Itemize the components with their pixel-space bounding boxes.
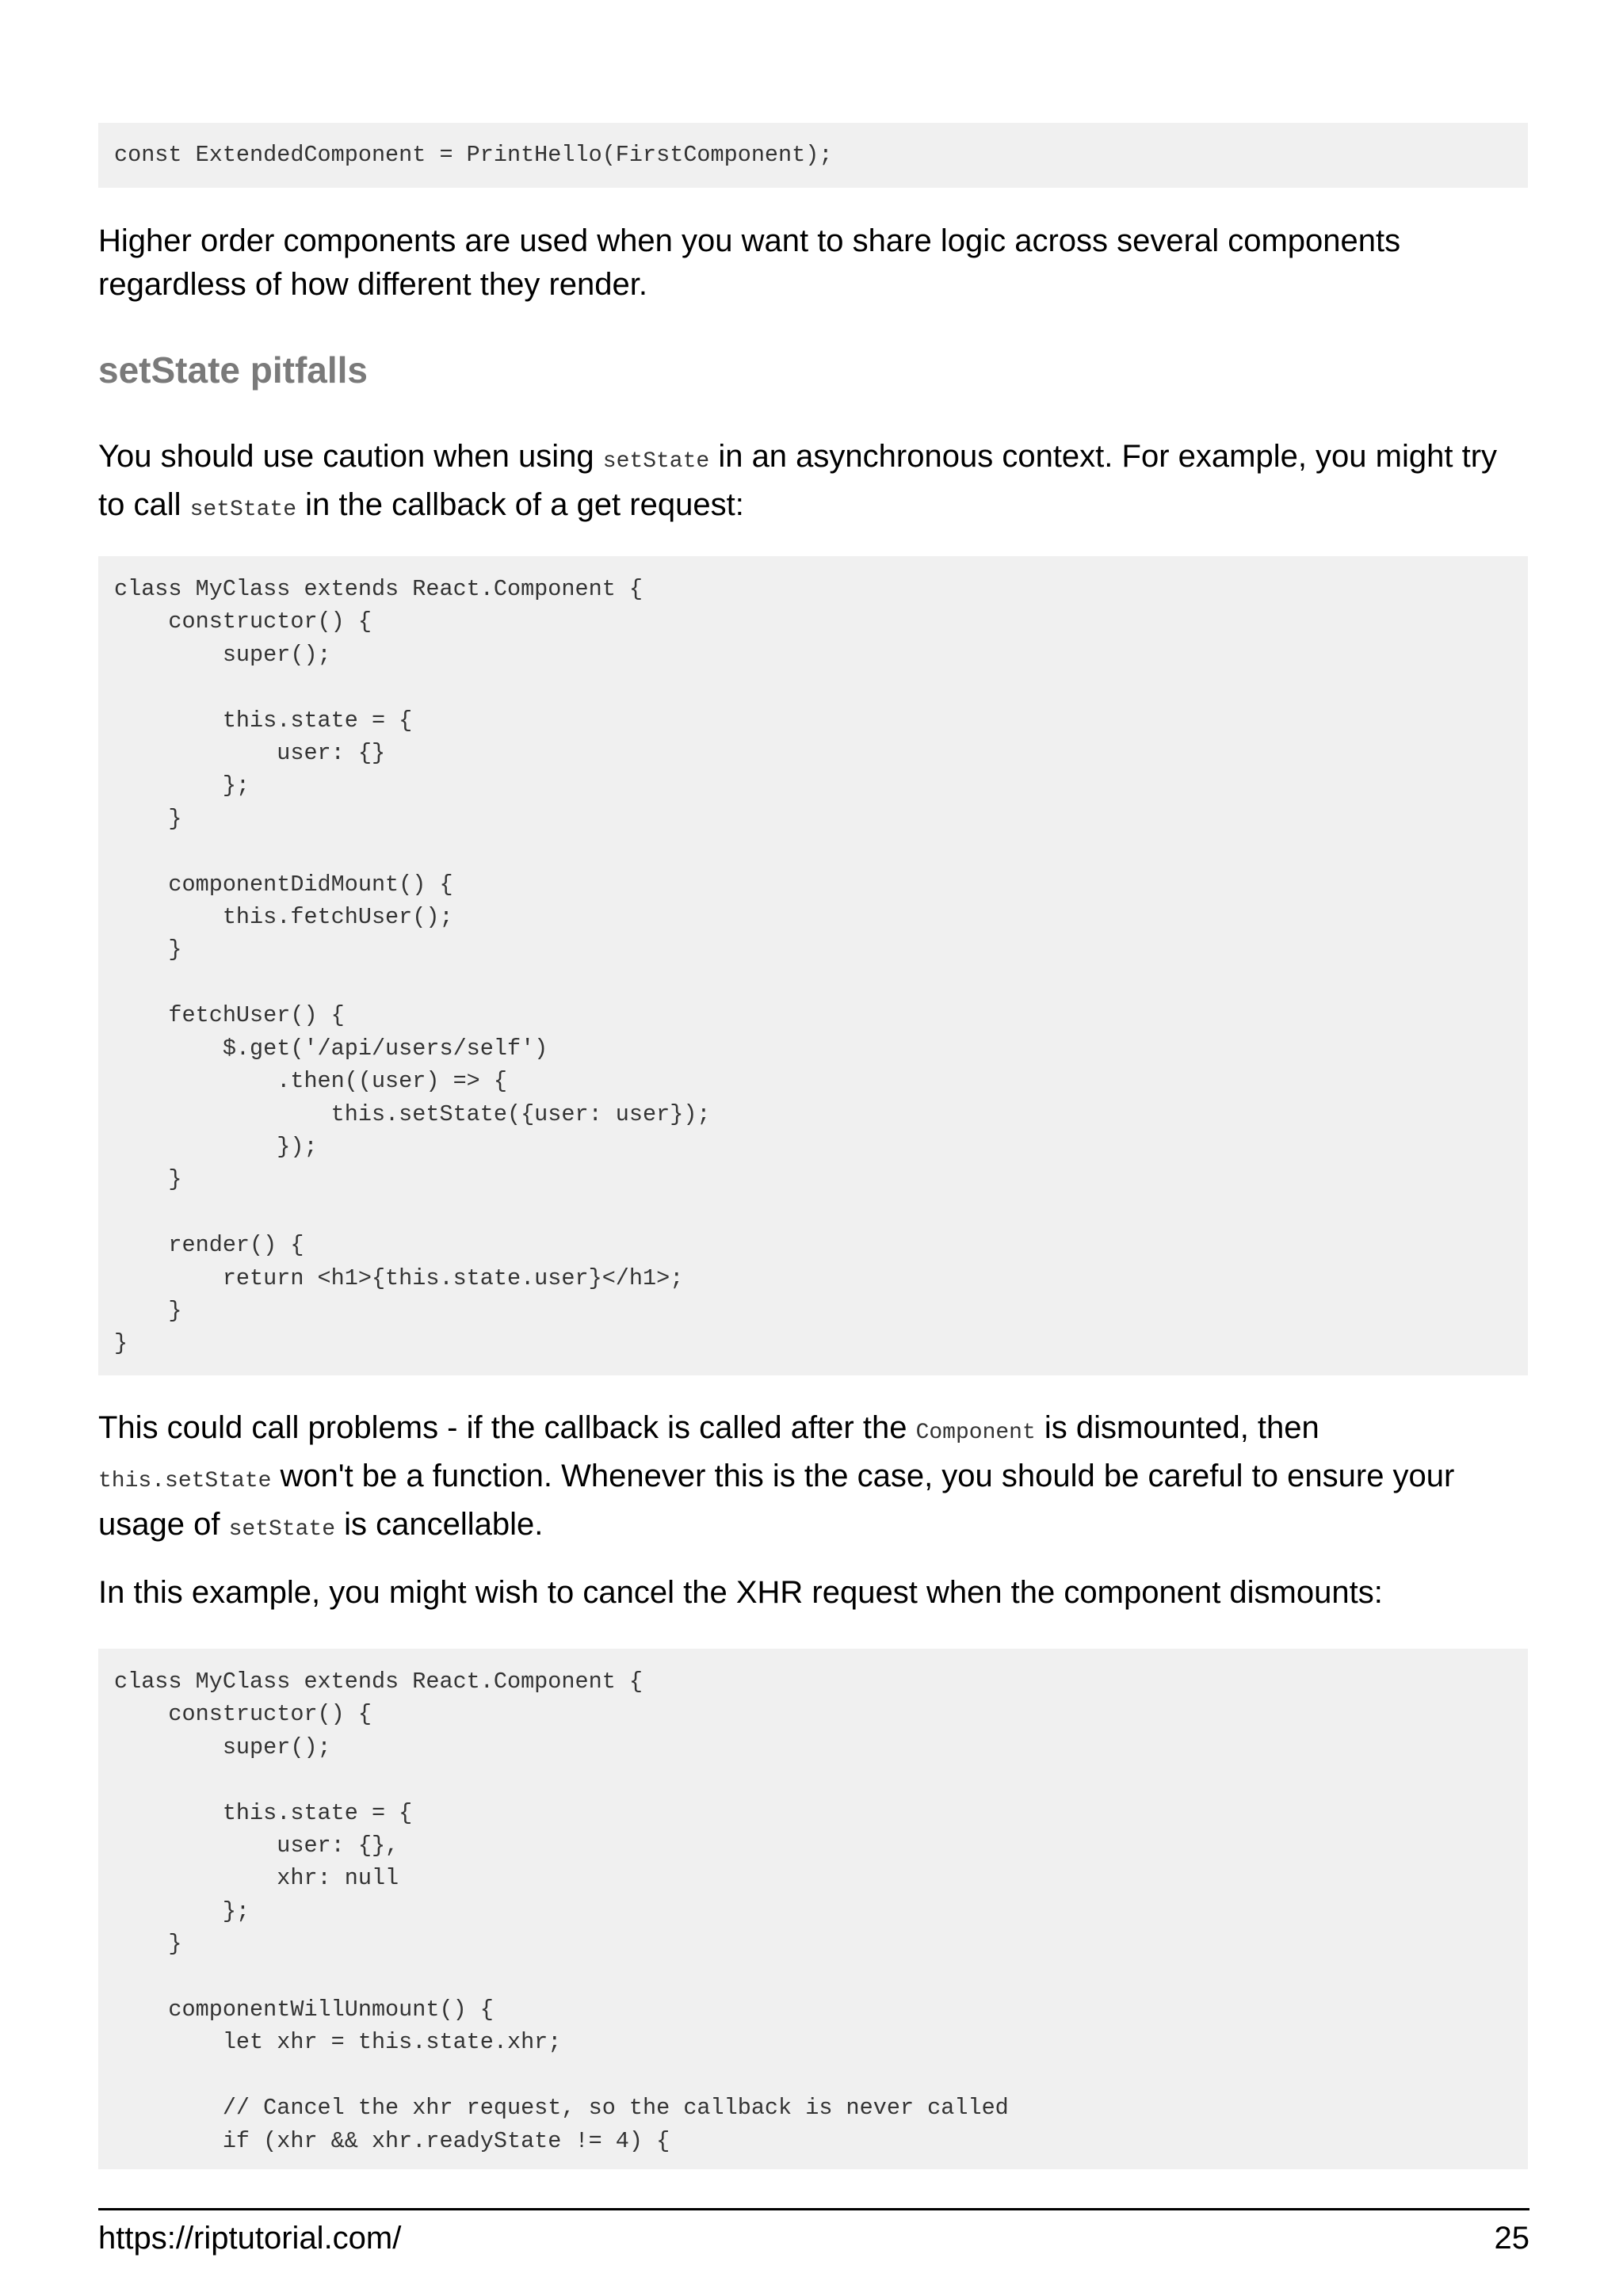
text-segment: in an asynchronous context. For example, you might try to call [98,439,1498,522]
text-segment: is dismounted, then [1035,1410,1319,1445]
page-number: 25 [1494,2221,1529,2256]
paragraph-higher-order-components: Higher order components are used when you want to share logic across several components regardless of how different they render. [98,223,1401,302]
paragraph-caution [98,435,1528,532]
text-segment: won't be a function. Whenever this is the case, you should be careful to ensure your usage of [98,1459,1455,1542]
code-block-extended-component: const ExtendedComponent = PrintHello(FirstComponent); [98,123,1528,188]
text-segment: in the callback of a get request: [296,487,744,522]
text-segment: is cancellable. [335,1507,544,1542]
paragraph-problems [98,1406,1528,1551]
inline-code-this-setstate: this.setState [98,1469,272,1493]
inline-code-setstate: setState [602,449,710,474]
footer-divider [98,2208,1529,2210]
section-heading: setState pitfalls [98,349,368,391]
inline-code-setstate: setState [189,498,297,522]
paragraph-example: In this example, you might wish to cancel the XHR request when the component dismounts: [98,1575,1383,1610]
text-segment: This could call problems - if the callback is called after the [98,1410,916,1445]
text-segment: You should use caution when using [98,439,603,474]
code-block-myclass-fetch: class MyClass extends React.Component { constructor() { super(); this.state = { user: {} }; } componentDidMount() { this.fetchUser(); } fetchUser() { $.get('/api/users/self') .then((user) => { this.setState({user: user}); }); } render() { return <h1>{this.state.user}</h1>; } } [98,556,1528,1375]
inline-code-component: Component [915,1421,1036,1445]
footer-url: https://riptutorial.com/ [98,2221,402,2256]
code-block-myclass-xhr: class MyClass extends React.Component { constructor() { super(); this.state = { user: {}, xhr: null }; } componentWillUnmount() { let xhr = this.state.xhr; // Cancel the xhr request, so the callback is never called if (xhr && xhr.readyState != 4) { [98,1649,1528,2169]
inline-code-setstate: setState [228,1517,335,1542]
